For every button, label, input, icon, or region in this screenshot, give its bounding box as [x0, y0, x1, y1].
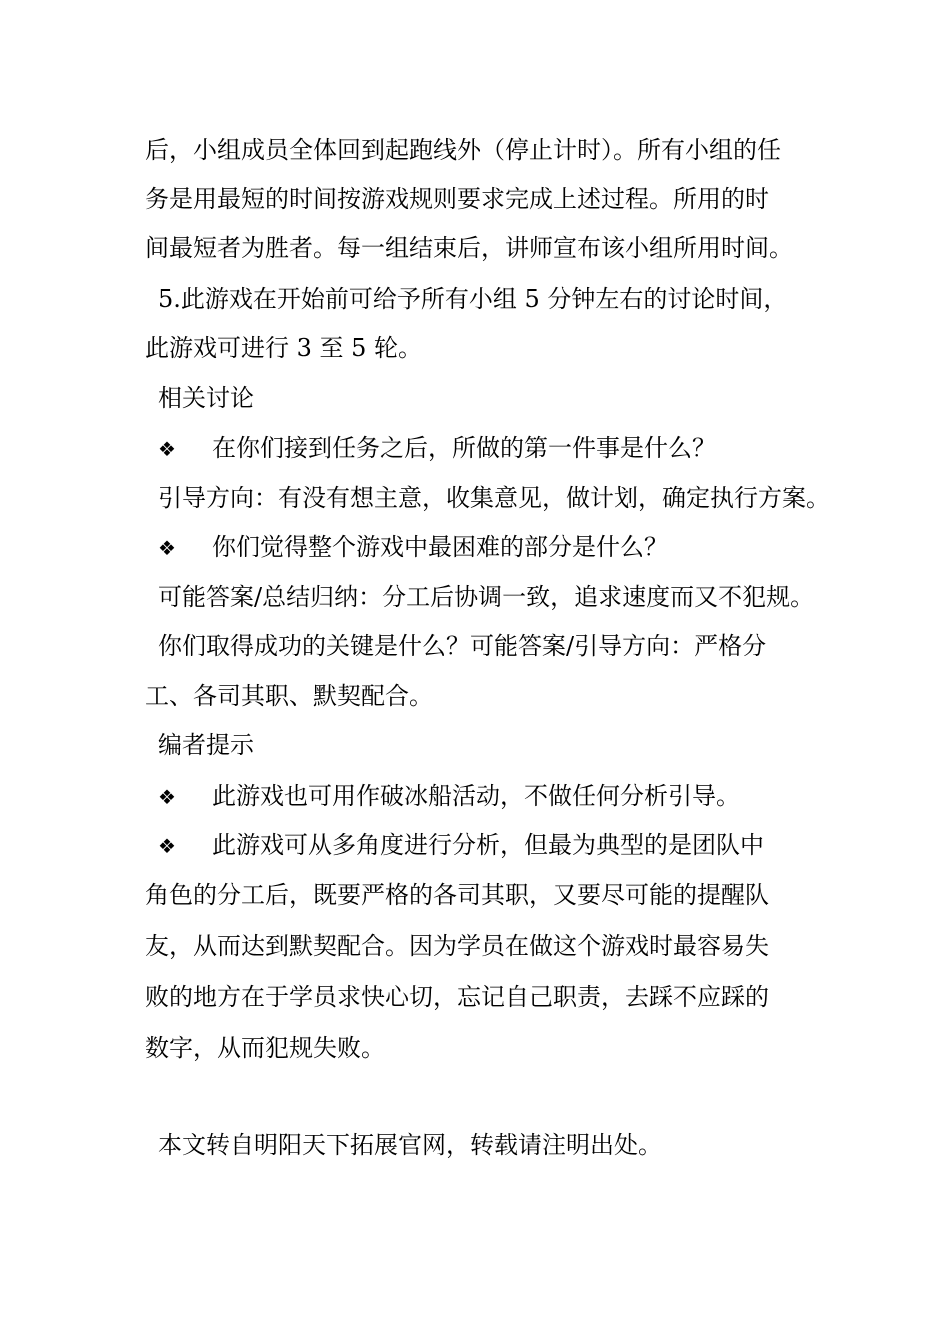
paragraph-line: 后，小组成员全体回到起跑线外（停止计时）。所有小组的任 [145, 136, 781, 164]
tip-item [158, 780, 740, 812]
paragraph-line: 工、各司其职、默契配合。 [145, 682, 433, 710]
section-heading-discussion: 相关讨论 [158, 384, 254, 412]
paragraph-line: 数字，从而犯规失败。 [145, 1034, 385, 1062]
paragraph-line: 友，从而达到默契配合。因为学员在做这个游戏时最容易失 [145, 932, 769, 960]
tip-item [158, 829, 764, 861]
answer-text: 可能答案/总结归纳：分工后协调一致，追求速度而又不犯规。 [158, 583, 815, 611]
paragraph-line: 务是用最短的时间按游戏规则要求完成上述过程。所用的时 [145, 185, 769, 213]
paragraph-line: 角色的分工后，既要严格的各司其职，又要尽可能的提醒队 [145, 881, 769, 909]
tip-text: 此游戏可从多角度进行分析，但最为典型的是团队中 [212, 831, 764, 859]
diamond-bullet-icon: ❖ [158, 437, 176, 461]
question-item [158, 531, 668, 563]
paragraph-line: 5.此游戏在开始前可给予所有小组 5 分钟左右的讨论时间， [158, 285, 788, 313]
paragraph-line: 你们取得成功的关键是什么？可能答案/引导方向：严格分 [158, 632, 767, 660]
question-text: 你们觉得整个游戏中最困难的部分是什么？ [212, 533, 668, 561]
tip-text: 此游戏也可用作破冰船活动，不做任何分析引导。 [212, 782, 740, 810]
answer-text: 引导方向：有没有想主意，收集意见，做计划，确定执行方案。 [158, 484, 830, 512]
paragraph-line: 败的地方在于学员求快心切，忘记自己职责，去踩不应踩的 [145, 983, 769, 1011]
section-heading-editor: 编者提示 [158, 731, 254, 759]
paragraph-line: 间最短者为胜者。每一组结束后，讲师宣布该小组所用时间。 [145, 234, 793, 262]
paragraph-line: 此游戏可进行 3 至 5 轮。 [145, 334, 423, 362]
footer-note: 本文转自明阳天下拓展官网，转载请注明出处。 [158, 1131, 662, 1159]
diamond-bullet-icon: ❖ [158, 785, 176, 809]
question-text: 在你们接到任务之后，所做的第一件事是什么？ [212, 434, 716, 462]
diamond-bullet-icon: ❖ [158, 536, 176, 560]
diamond-bullet-icon: ❖ [158, 834, 176, 858]
question-item [158, 432, 716, 464]
